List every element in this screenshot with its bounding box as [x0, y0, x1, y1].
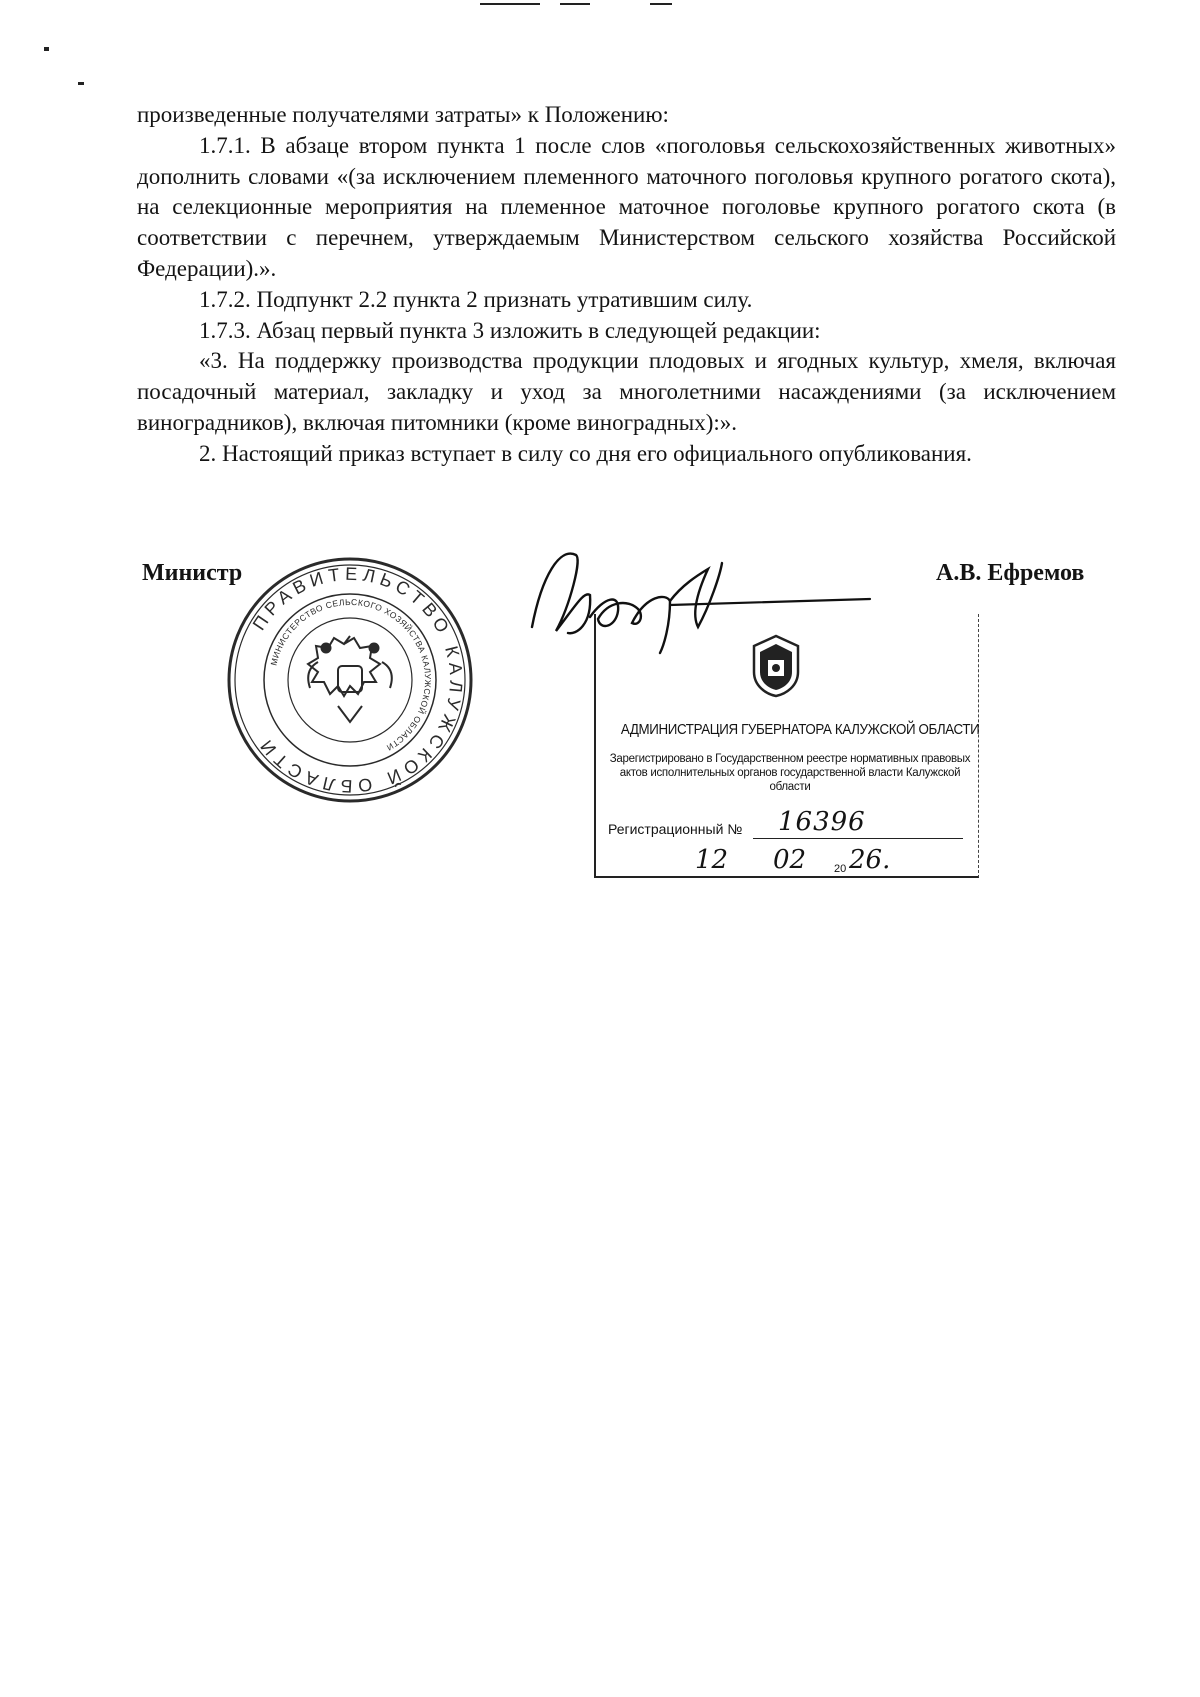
paragraph: 1.7.2. Подпункт 2.2 пункта 2 признать утратившим силу. — [199, 286, 753, 312]
registration-authority: АДМИНИСТРАЦИЯ ГУБЕРНАТОРА КАЛУЖСКОЙ ОБЛАСТИ — [620, 722, 980, 738]
paragraph: 2. Настоящий приказ вступает в силу со дня его официального опубликования. — [199, 440, 972, 466]
registration-date-year-prefix: 20 — [834, 863, 847, 875]
paragraph: 1.7.3. Абзац первый пункта 3 изложить в следующей редакции: — [199, 317, 821, 343]
registration-number: 16396 — [778, 807, 866, 837]
registration-statement: Зарегистрировано в Государственном реестре нормативных правовых актов исполнительных органов государственной власти Калужской области — [609, 753, 971, 793]
signatory-position: Министр — [142, 560, 243, 586]
registration-number-row — [608, 807, 968, 837]
registration-number-label: Регистрационный № — [608, 821, 743, 837]
registration-date-month: 02 — [773, 845, 807, 875]
svg-text:ПРАВИТЕЛЬСТВО КАЛУЖСКОЙ ОБЛАСТ: ПРАВИТЕЛЬСТВО КАЛУЖСКОЙ ОБЛАСТИ — [248, 563, 467, 797]
paragraph: произведенные получателями затраты» к Положению: — [137, 102, 669, 127]
paragraph: «3. На поддержку производства продукции плодовых и ягодных культур, хмеля, включая посадочный материал, закладку и уход за многолетними насаждениями (за исключением виноградников), включая питомники (кроме виноградных):». — [137, 348, 1116, 435]
paragraph: 1.7.1. В абзаце втором пункта 1 после слов «поголовья сельскохозяйственных животных» дополнить словами «(за исключением племенного маточного поголовья крупного рогатого скота), на селекционные мероприятия на племенное маточное поголовье крупного рогатого скота (в соответствии с перечнем, утверждаемым Министерством сельского хозяйства Российской Федерации).». — [137, 132, 1116, 281]
registration-date-year: 26. — [849, 845, 891, 875]
signatory-name: А.В. Ефремов — [936, 560, 1085, 586]
date-month-underline — [753, 877, 827, 878]
official-seal-icon — [226, 556, 474, 804]
svg-text:МИНИСТЕРСТВО СЕЛЬСКОГО ХОЗЯЙСТ: МИНИСТЕРСТВО СЕЛЬСКОГО ХОЗЯЙСТВА КАЛУЖСКОЙ ОБЛАСТИ — [268, 596, 434, 753]
registration-date-day: 12 — [695, 845, 729, 875]
registration-stamp — [594, 614, 979, 878]
registration-date-row — [681, 845, 911, 881]
registration-number-underline — [753, 838, 963, 839]
coat-of-arms-icon — [746, 632, 806, 698]
date-day-underline — [681, 877, 743, 878]
